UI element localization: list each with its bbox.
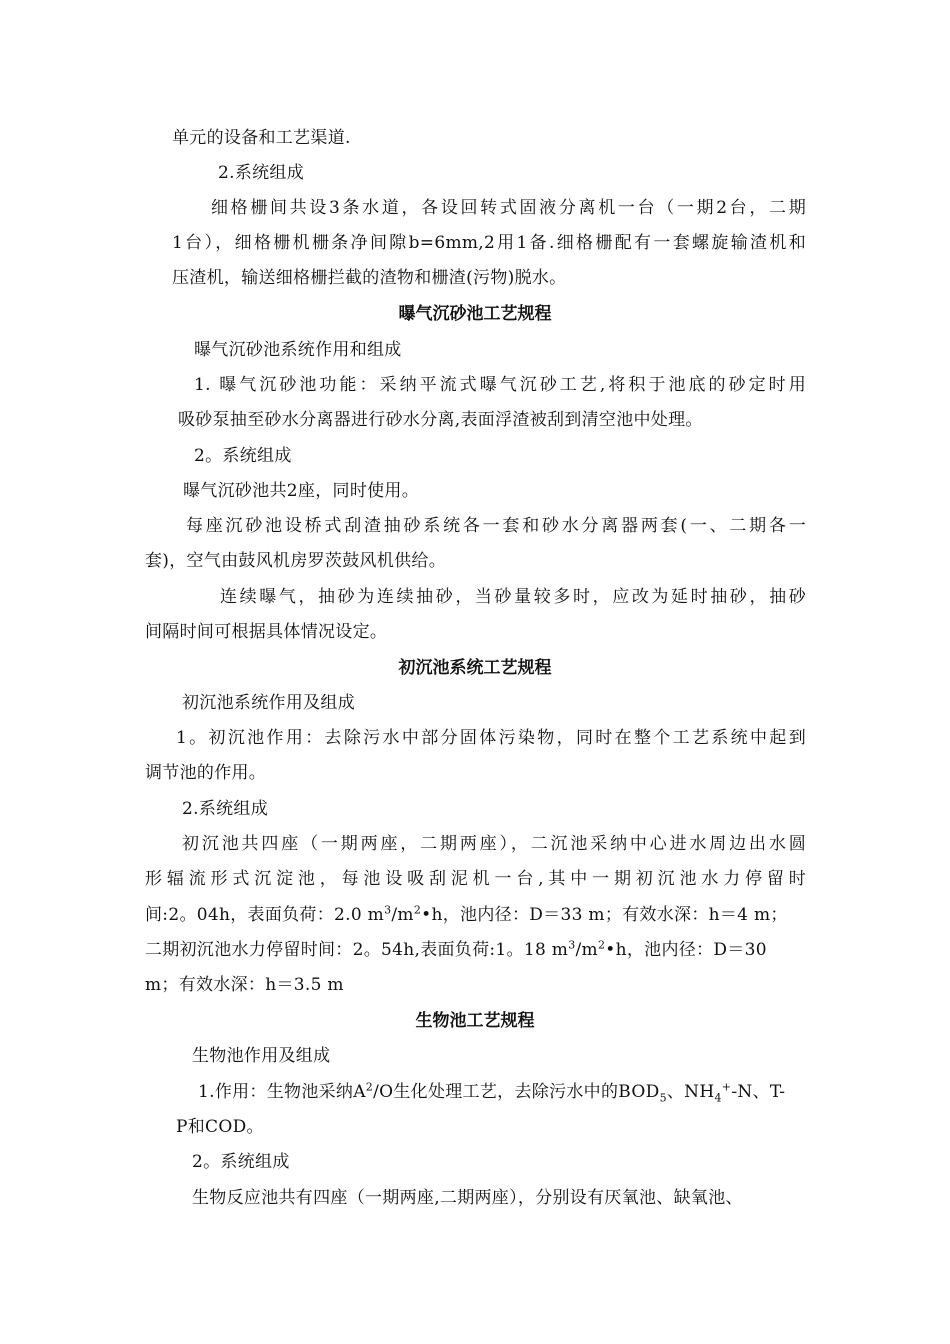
text-line: 单元的设备和工艺渠道. — [172, 128, 351, 148]
paragraph-line: P和COD。 — [176, 1117, 264, 1137]
paragraph-line: 1台），细格栅机栅条净间隙b=6mm,2用1备.细格栅配有一套螺旋输渣机和 — [172, 233, 806, 253]
paragraph-line: 调节池的作用。 — [145, 763, 267, 783]
paragraph-line: 套)，空气由鼓风机房罗茨鼓风机供给。 — [145, 551, 447, 571]
paragraph-line: 每座沉砂池设桥式刮渣抽砂系统各一套和砂水分离器两套(一、二期各一 — [186, 516, 806, 536]
section-title: 初沉池系统工艺规程 — [398, 658, 552, 678]
paragraph-line: 二期初沉池水力停留时间：2。54h,表面负荷:1。18 $m^3/m^2•h$，池内径：D＝30 — [145, 938, 767, 960]
section-subtitle: 初沉池系统作用及组成 — [182, 693, 355, 713]
paragraph-line: 吸砂泵抽至砂水分离器进行砂水分离,表面浮渣被刮到清空池中处理。 — [178, 410, 703, 430]
paragraph-line: 间:2。04h，表面负荷：2.0 $m^3/m^2•h$，池内径：D＝33 m；有效水深：h＝4 m； — [145, 903, 788, 925]
section-heading: 2.系统组成 — [218, 163, 305, 183]
paragraph-line: 初沉池共四座（一期两座，二期两座），二沉池采纳中心进水周边出水圆 — [182, 834, 806, 854]
section-title: 生物池工艺规程 — [415, 1011, 535, 1031]
paragraph-line: 1.作用：生物池采纳$A^2/O$生化处理工艺，去除污水中的$BOD_5$、$NH_4^+-N$、T- — [198, 1080, 786, 1105]
paragraph-line: 1。初沉池作用：去除污水中部分固体污染物，同时在整个工艺系统中起到 — [176, 728, 806, 748]
paragraph-line: 压渣机，输送细格栅拦截的渣物和栅渣(污物)脱水。 — [172, 268, 567, 288]
paragraph-line: 细格栅间共设3条水道，各设回转式固液分离机一台（一期2台，二期 — [211, 198, 806, 218]
paragraph-line: m；有效水深：h＝3.5 m — [145, 975, 344, 995]
paragraph-line: 生物反应池共有四座（一期两座,二期两座），分别设有厌氧池、缺氧池、 — [192, 1188, 743, 1208]
paragraph-line: 间隔时间可根据具体情况设定。 — [145, 622, 388, 642]
section-title: 曝气沉砂池工艺规程 — [398, 304, 552, 324]
paragraph-line: 曝气沉砂池共2座，同时使用。 — [183, 481, 420, 501]
section-heading: 2。系统组成 — [194, 446, 292, 466]
paragraph-line: 形辐流形式沉淀池，每池设吸刮泥机一台,其中一期初沉池水力停留时 — [145, 869, 806, 889]
section-subtitle: 曝气沉砂池系统作用和组成 — [194, 340, 402, 360]
section-subtitle: 生物池作用及组成 — [192, 1046, 331, 1066]
section-heading: 2.系统组成 — [182, 799, 269, 819]
paragraph-line: 1. 曝气沉砂池功能：采纳平流式曝气沉砂工艺,将积于池底的砂定时用 — [194, 375, 806, 395]
paragraph-line: 连续曝气，抽砂为连续抽砂，当砂量较多时，应改为延时抽砂，抽砂 — [220, 587, 806, 607]
section-heading: 2。系统组成 — [192, 1152, 290, 1172]
